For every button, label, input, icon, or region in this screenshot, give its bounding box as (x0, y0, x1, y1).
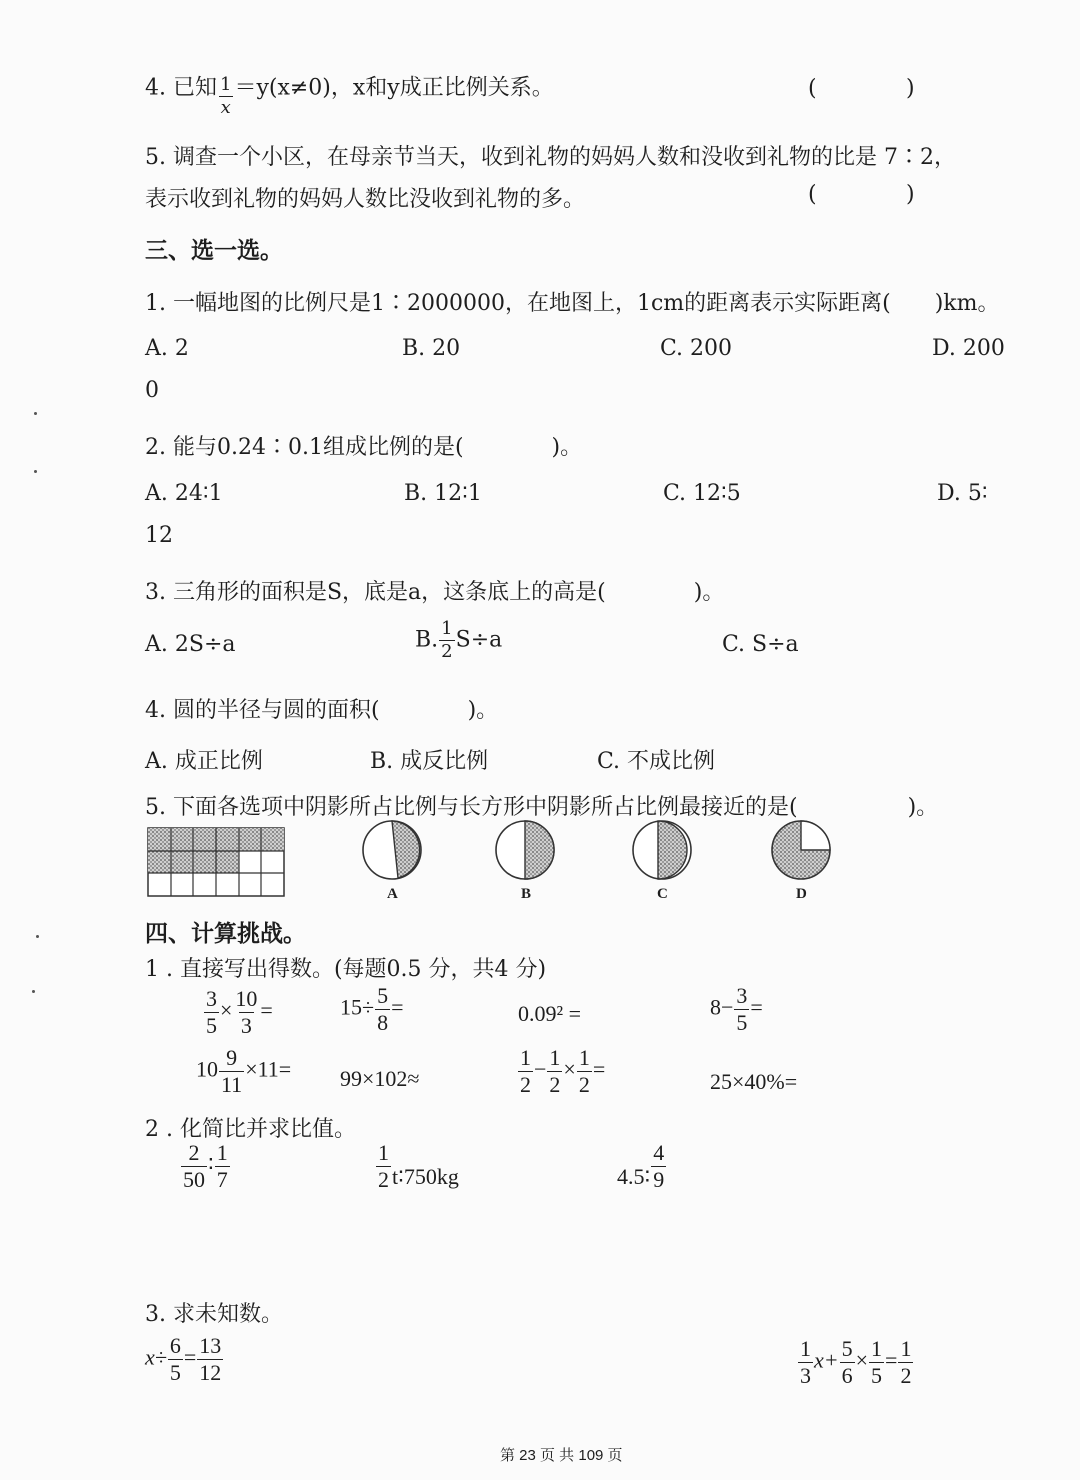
calc-expression-8: 25×40%= (710, 1069, 798, 1094)
ratio-expression-1: $\frac{2}{50}$ ∶ $\frac{1}{7}$ (183, 1140, 228, 1192)
s3-q4-option-b[interactable]: B. 成反比例 (370, 749, 489, 774)
figure-label-c: C (657, 886, 668, 902)
s3-q4-option-c[interactable]: C. 不成比例 (597, 749, 716, 774)
page-footer: 第 23 页 共 109 页 (500, 1447, 623, 1464)
s3-q3-text: 3. 三角形的面积是S，底是a，这条底上的高是( )。 (145, 580, 725, 605)
s3-q1-option-a[interactable]: A. 2 (145, 336, 189, 361)
s3-q2-option-b[interactable]: B. 12∶1 (404, 481, 482, 506)
judge-q5-paren-open: ( (808, 182, 817, 207)
margin-speck (34, 470, 37, 473)
s4-q3-title: 3. 求未知数。 (145, 1302, 283, 1327)
shaded-rectangle-grid (148, 828, 284, 896)
ratio-expression-3: 4.5∶ $\frac{4}{9}$ (617, 1140, 665, 1192)
judge-q4-paren-open: ( (808, 76, 817, 101)
s3-q1-option-d-wrap: 0 (145, 378, 159, 403)
figure-label-d: D (796, 886, 807, 902)
section-3-title: 三、选一选。 (145, 237, 283, 264)
s3-q2-option-d-wrap: 12 (145, 523, 173, 548)
equation-1: x÷ $\frac{6}{5}$ = $\frac{13}{12}$ (145, 1333, 222, 1385)
calc-expression-4: 8− $\frac{3}{5}$ = (710, 983, 763, 1035)
circle-option-d[interactable] (772, 821, 830, 879)
judge-q5-line1: 5. 调查一个小区，在母亲节当天，收到礼物的妈妈人数和没收到礼物的比是 7∶2， (145, 145, 956, 170)
calc-expression-2: 15÷ $\frac{5}{8}$ = (340, 983, 404, 1035)
s3-q4-option-a[interactable]: A. 成正比例 (145, 749, 263, 774)
s3-q3-option-b[interactable]: B. $\frac{1}{2}$ S÷a (415, 618, 503, 662)
figure-label-b: B (521, 886, 532, 902)
circle-option-b[interactable] (496, 821, 554, 879)
s4-q1-title: 1 . 直接写出得数。(每题0.5 分，共4 分) (145, 957, 547, 982)
equation-2: $\frac{1}{3}$ x+ $\frac{5}{6}$ × $\frac{1}{5}$ = $\frac{1}{2}$ (800, 1336, 912, 1388)
s4-q2-title: 2 . 化简比并求比值。 (145, 1117, 356, 1142)
figure-label-a: A (387, 886, 398, 902)
calc-expression-6: 99×102≈ (340, 1066, 420, 1091)
s3-q4-text: 4. 圆的半径与圆的面积( )。 (145, 698, 499, 723)
section-4-title: 四、计算挑战。 (145, 920, 306, 947)
calc-expression-1: $\frac{3}{5}$ × $\frac{10}{3}$ = (206, 986, 273, 1038)
s3-q2-text: 2. 能与0.24∶0.1组成比例的是( )。 (145, 435, 583, 460)
margin-speck (32, 990, 35, 993)
s3-q3-option-a[interactable]: A. 2S÷a (145, 632, 236, 657)
judge-q4-answer-blank[interactable]: ) (906, 76, 915, 101)
calc-expression-7: $\frac{1}{2}$ − $\frac{1}{2}$ × $\frac{1}{2}$ = (520, 1045, 606, 1097)
margin-speck (34, 412, 37, 415)
s3-q3-option-c[interactable]: C. S÷a (722, 632, 799, 657)
circle-option-a[interactable] (363, 821, 421, 879)
s3-q1-text: 1. 一幅地图的比例尺是1∶2000000，在地图上，1cm的距离表示实际距离( )km。 (145, 291, 1000, 316)
judge-q5-line2: 表示收到礼物的妈妈人数比没收到礼物的多。 (145, 187, 586, 212)
judge-q4: 4. 已知 $\frac{1}{x}$ ＝y(x≠0)，x和y成正比例关系。 (145, 74, 554, 118)
s3-q5-text: 5. 下面各选项中阴影所占比例与长方形中阴影所占比例最接近的是( )。 (145, 795, 939, 820)
s3-q1-option-c[interactable]: C. 200 (660, 336, 733, 361)
s3-q5-figures (0, 815, 1080, 915)
margin-speck (36, 935, 39, 938)
s3-q2-option-c[interactable]: C. 12∶5 (663, 481, 741, 506)
ratio-expression-2: $\frac{1}{2}$ t∶750kg (378, 1140, 459, 1192)
circle-option-c[interactable] (633, 821, 691, 879)
s3-q1-option-d[interactable]: D. 200 (932, 336, 1005, 361)
judge-q5-answer-blank[interactable]: ) (906, 182, 915, 207)
s3-q2-option-a[interactable]: A. 24∶1 (145, 481, 223, 506)
calc-expression-3: 0.09² = (518, 1001, 582, 1026)
calc-expression-5: 10 $\frac{9}{11}$ ×11= (196, 1045, 292, 1097)
s3-q1-option-b[interactable]: B. 20 (402, 336, 461, 361)
s3-q2-option-d[interactable]: D. 5∶ (937, 481, 988, 506)
